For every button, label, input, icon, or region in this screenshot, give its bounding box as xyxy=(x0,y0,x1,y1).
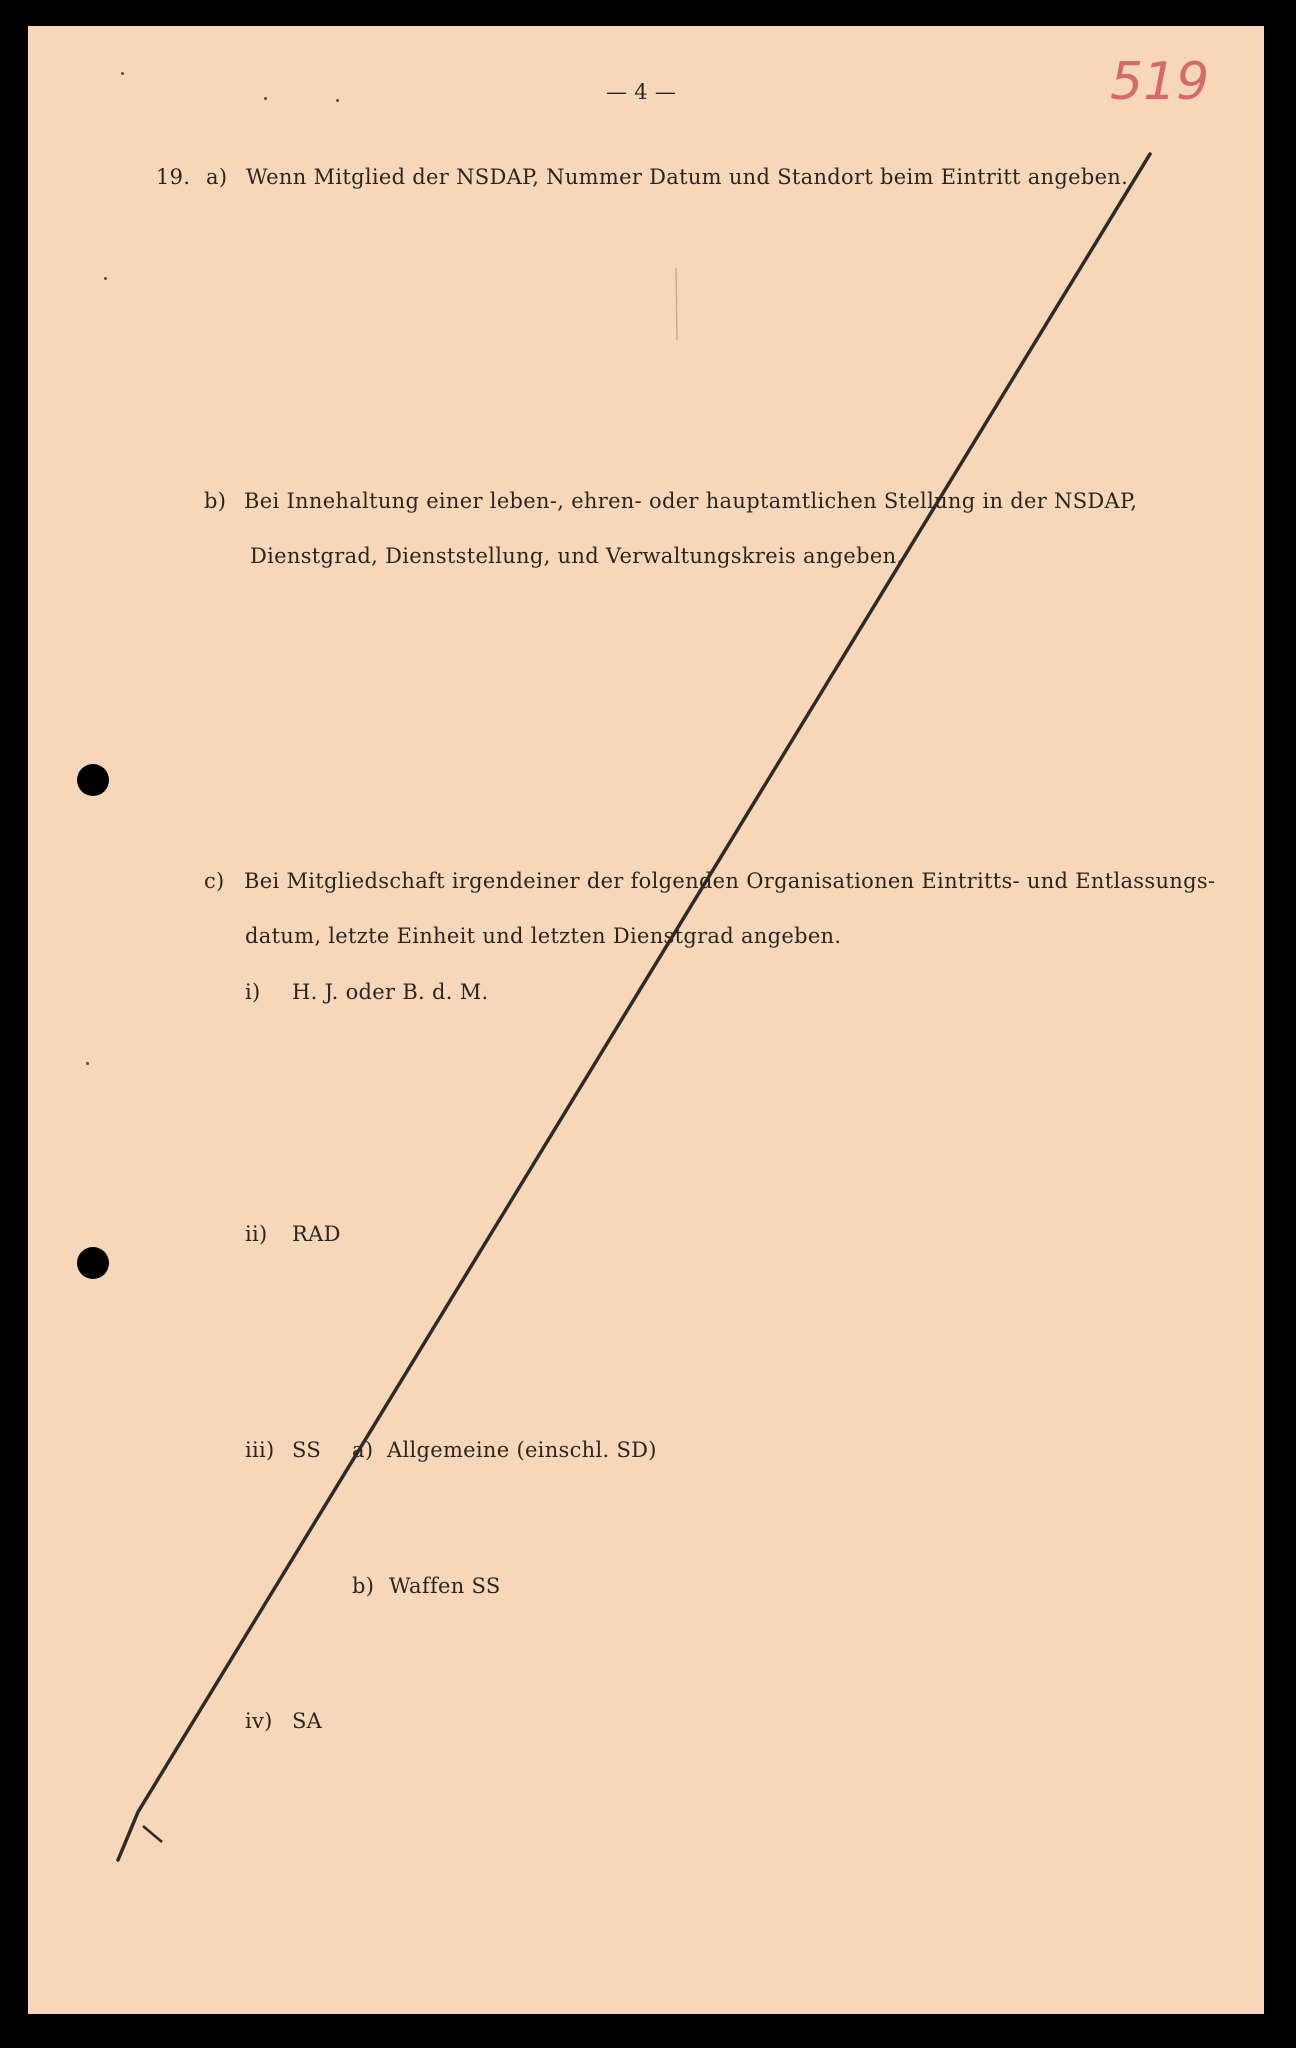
item-iv-label: iv) xyxy=(245,1709,273,1733)
question-a-text: Wenn Mitglied der NSDAP, Nummer Datum und Standort beim Eintritt angeben. xyxy=(246,165,1129,189)
question-number: 19. xyxy=(156,165,191,189)
question-a-label: a) xyxy=(206,165,228,189)
item-ii-label: ii) xyxy=(245,1222,268,1246)
question-c-line1: Bei Mitgliedschaft irgendeiner der folgenden Organisationen Eintritts- und Entlassungs- xyxy=(244,869,1216,893)
item-iii-sub-a-label: a) xyxy=(352,1438,374,1462)
item-i-label: i) xyxy=(245,980,261,1004)
item-iii-sub-b-label: b) xyxy=(352,1574,375,1598)
question-c-line2: datum, letzte Einheit und letzten Dienstgrad angeben. xyxy=(245,924,842,948)
archive-number: 519 xyxy=(1110,52,1210,112)
item-iv-text: SA xyxy=(292,1709,323,1733)
question-c-label: c) xyxy=(204,869,225,893)
item-iii-sub-b-text: Waffen SS xyxy=(389,1574,501,1598)
item-ii-text: RAD xyxy=(292,1222,341,1246)
item-iii-text: SS xyxy=(292,1438,322,1462)
question-b-line2: Dienstgrad, Dienststellung, und Verwaltungskreis angeben. xyxy=(250,544,904,568)
question-b-line1: Bei Innehaltung einer leben-, ehren- oder hauptamtlichen Stellung in der NSDAP, xyxy=(244,489,1138,513)
item-iii-label: iii) xyxy=(245,1438,275,1462)
question-b-label: b) xyxy=(204,489,227,513)
page-number: — 4 — xyxy=(606,80,677,104)
item-i-text: H. J. oder B. d. M. xyxy=(292,980,489,1004)
item-iii-sub-a-text: Allgemeine (einschl. SD) xyxy=(387,1438,657,1462)
